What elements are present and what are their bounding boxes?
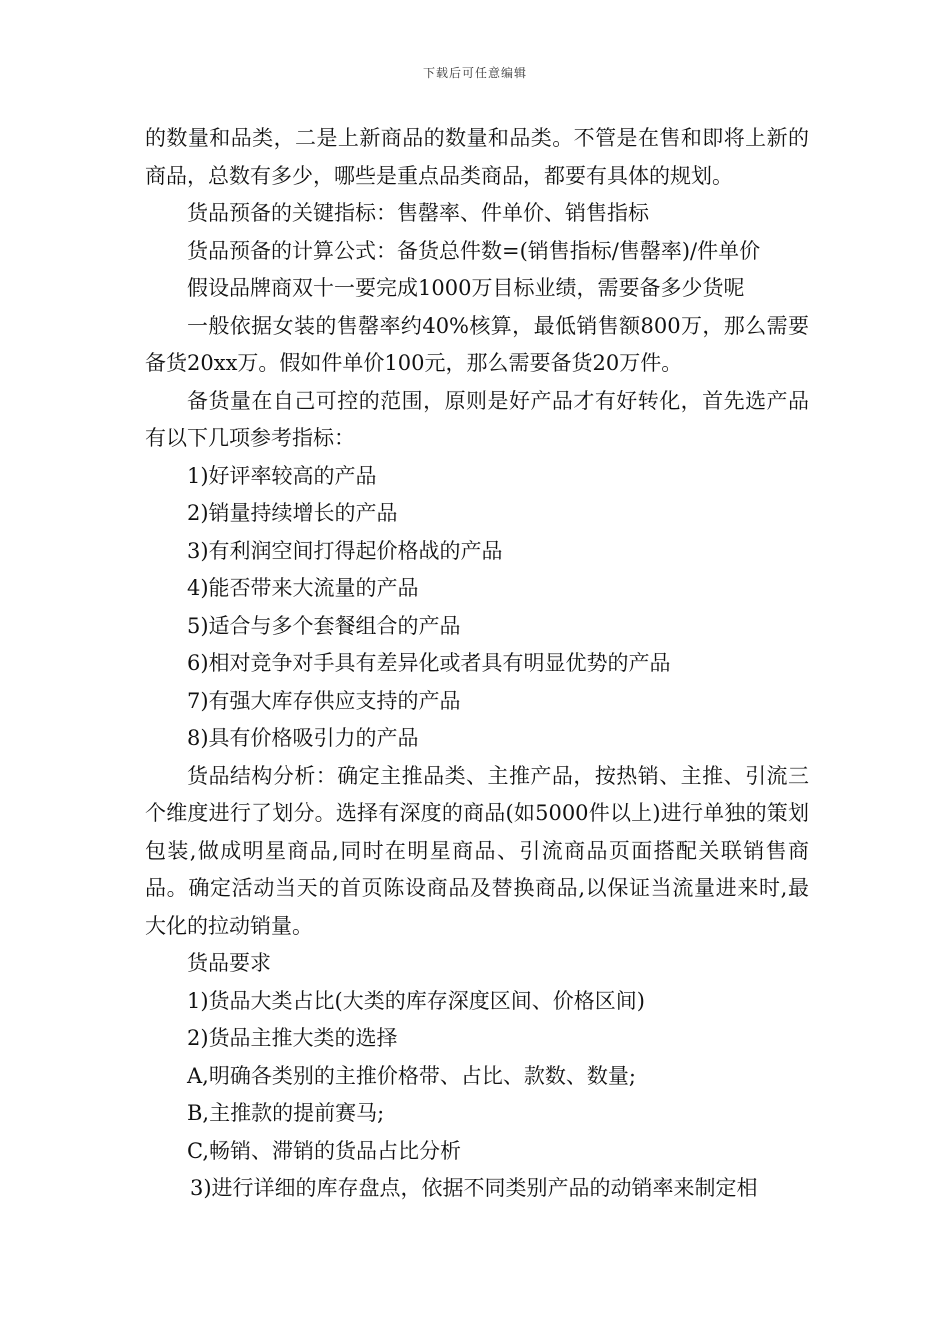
list-item: C,畅销、滞销的货品占比分析 bbox=[187, 1138, 461, 1163]
list-item: 3)有利润空间打得起价格战的产品 bbox=[187, 538, 503, 563]
list-item: 3)进行详细的库存盘点，依据不同类别产品的动销率来制定相 bbox=[190, 1176, 758, 1200]
document-body bbox=[145, 120, 809, 1208]
list-item: 2)货品主推大类的选择 bbox=[187, 1026, 398, 1050]
list-item: 7)有强大库存供应支持的产品 bbox=[187, 688, 461, 713]
page-header: 下载后可任意编辑 bbox=[422, 66, 527, 80]
paragraph: 货品预备的关键指标：售罄率、件单价、销售指标 bbox=[187, 201, 649, 225]
paragraph: 备货量在自己可控的范围，原则是好产品才有好转化，首先选产品有以下几项参考指标： bbox=[145, 388, 809, 450]
list-item: 2)销量持续增长的产品 bbox=[187, 501, 398, 525]
list-item: 5)适合与多个套餐组合的产品 bbox=[187, 613, 461, 638]
paragraph: 假设品牌商双十一要完成1000万目标业绩，需要备多少货呢 bbox=[187, 276, 745, 300]
list-item: 8)具有价格吸引力的产品 bbox=[187, 726, 419, 750]
paragraph: 货品结构分析：确定主推品类、主推产品，按热销、主推、引流三个维度进行了划分。选择有深度的商品(如5000件以上)进行单独的策划包装,做成明星商品,同时在明星商品、引流商品页面搭配关联销售商品。确定活动当天的首页陈设商品及替换商品,以保证当流量进来时,最大化的拉动销量。 bbox=[145, 763, 809, 938]
list-item: B,主推款的提前赛马; bbox=[187, 1101, 385, 1125]
list-item: 1)好评率较高的产品 bbox=[187, 463, 377, 488]
section-heading: 货品要求 bbox=[187, 951, 271, 975]
list-item: 6)相对竞争对手具有差异化或者具有明显优势的产品 bbox=[187, 651, 671, 675]
list-item: A,明确各类别的主推价格带、占比、款数、数量; bbox=[187, 1063, 636, 1088]
paragraph: 一般依据女装的售罄率约40%核算，最低销售额800万，那么需要备货20xx万。假如件单价100元，那么需要备货20万件。 bbox=[145, 313, 809, 375]
list-item: 4)能否带来大流量的产品 bbox=[187, 576, 419, 600]
paragraph: 的数量和品类，二是上新商品的数量和品类。不管是在售和即将上新的商品，总数有多少，哪些是重点品类商品，都要有具体的规划。 bbox=[145, 126, 809, 188]
list-item: 1)货品大类占比(大类的库存深度区间、价格区间) bbox=[187, 988, 645, 1013]
paragraph: 货品预备的计算公式：备货总件数=(销售指标/售罄率)/件单价 bbox=[187, 238, 761, 263]
